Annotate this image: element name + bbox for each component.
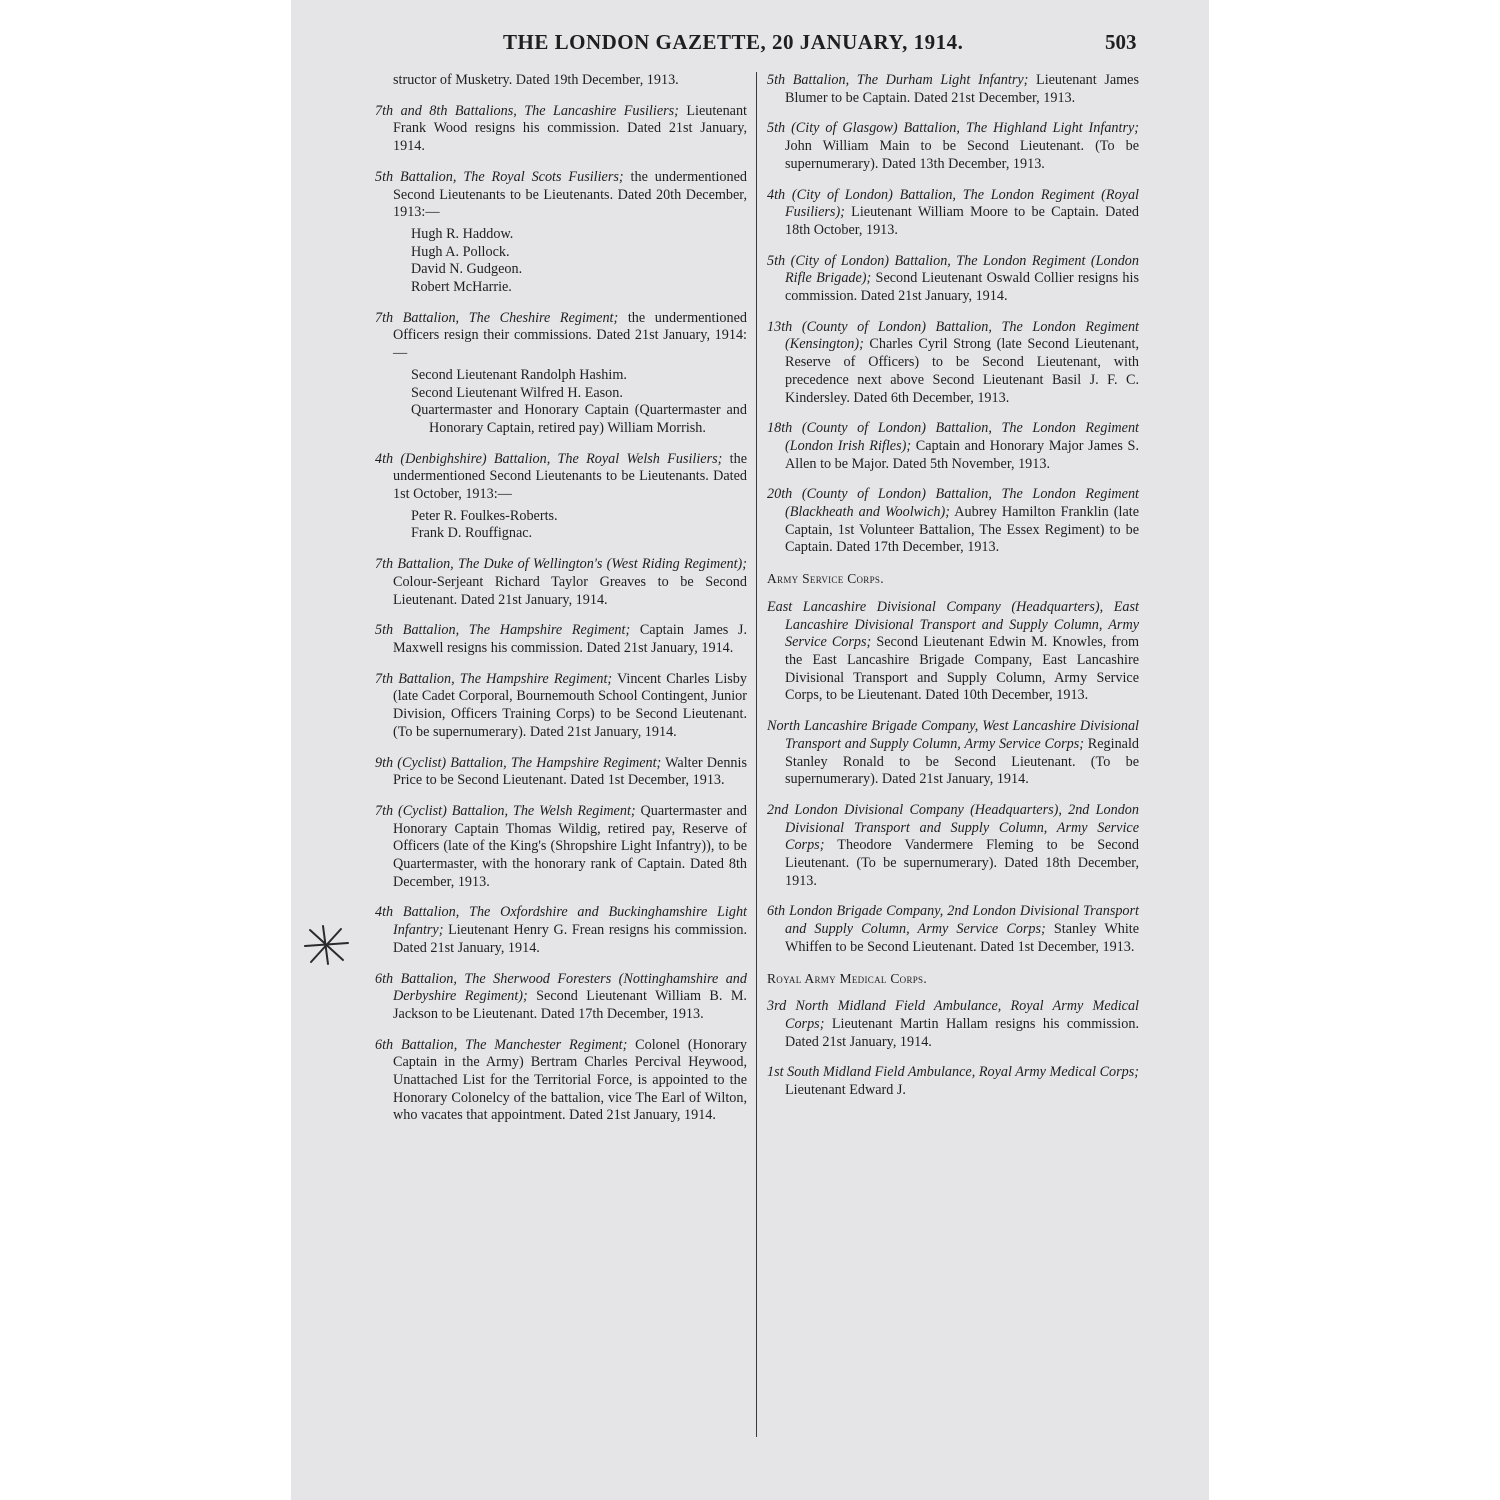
notice-text: John William Main to be Second Lieutenant. (To be supernumerary). Dated 13th December, 1913. <box>785 138 1139 172</box>
notice-entry <box>375 310 747 438</box>
page-header <box>291 30 1209 60</box>
notice-text: Walter Dennis Price to be Second Lieutenant. Dated 1st December, 1913. <box>393 754 747 789</box>
list-item: David N. Gudgeon. <box>411 261 523 278</box>
notice-entry <box>375 451 747 544</box>
notice-text: Second Lieutenant William B. M. Jackson to be Lieutenant. Dated 17th December, 1913. <box>393 988 747 1022</box>
notice-entry <box>767 187 1139 240</box>
unit-name: North Lancashire Brigade Company, West Lancashire Divisional Transport and Supply Column, Army Service Corps; <box>767 718 1139 752</box>
unit-name: 7th Battalion, The Duke of Wellington's (West Riding Regiment); <box>375 556 747 573</box>
unit-name: 1st South Midland Field Ambulance, Royal Army Medical Corps; <box>767 1064 1139 1081</box>
notice-entry <box>375 971 747 1024</box>
unit-name: 20th (County of London) Battalion, The London Regiment (Blackheath and Woolwich); <box>767 486 1139 521</box>
notice-text: Charles Cyril Strong (late Second Lieutenant, Reserve of Officers) to be Second Lieutenant, with precedence next above Second Lieutenant Basil J. F. C. Kindersley. Dated 6th December, 1913. <box>785 336 1139 406</box>
notice-entry <box>767 120 1139 173</box>
unit-name: 5th Battalion, The Durham Light Infantry; <box>767 72 1029 88</box>
notice-entry <box>767 903 1139 956</box>
notice-text: Stanley White Whiffen to be Second Lieutenant. Dated 1st December, 1913. <box>785 921 1140 955</box>
unit-name: 5th (City of London) Battalion, The London Regiment (London Rifle Brigade); <box>767 252 1139 287</box>
notice-entry <box>767 1064 1139 1099</box>
name-list <box>411 226 747 297</box>
notice-entry <box>375 803 747 892</box>
unit-name: 5th Battalion, The Hampshire Regiment; <box>375 622 631 639</box>
notice-text: Theodore Vandermere Fleming to be Second Lieutenant. (To be supernumerary). Dated 18th December, 1913. <box>785 837 1139 889</box>
list-item: Quartermaster and Honorary Captain (Quartermaster and Honorary Captain, retired pay) William Morrish. <box>411 402 747 436</box>
notice-entry <box>375 671 747 742</box>
page-title: THE LONDON GAZETTE, 20 JANUARY, 1914. <box>503 30 964 54</box>
notice-text: Colonel (Honorary Captain in the Army) Bertram Charles Percival Heywood, Unattached List for the Territorial Force, is appointed to the Honorary Colonelcy of the battalion, vice The Earl of Wilton, who vacates that appointment. Dated 21st January, 1914. <box>393 1036 747 1124</box>
column-divider <box>756 72 757 1437</box>
notice-text: Captain James J. Maxwell resigns his commission. Dated 21st January, 1914. <box>393 622 747 656</box>
unit-name: 5th (City of Glasgow) Battalion, The Highland Light Infantry; <box>767 120 1139 137</box>
unit-name: 6th London Brigade Company, 2nd London Divisional Transport and Supply Column, Army Service Corps; <box>767 903 1139 938</box>
notice-text: Quartermaster and Honorary Captain Thomas Wildig, retired pay, Reserve of Officers (late of the King's (Shropshire Light Infantry)), to be Quartermaster, with the honorary rank of Captain. Dated 8th December, 1913. <box>393 802 747 890</box>
unit-name: 13th (County of London) Battalion, The London Regiment (Kensington); <box>767 318 1139 353</box>
list-item: Second Lieutenant Randolph Hashim. <box>411 366 627 383</box>
notice-text: Second Lieutenant Edwin M. Knowles, from the East Lancashire Brigade Company, East Lancashire Divisional Transport and Supply Column, Army Service Corps, to be Lieutenant. Dated 10th December, 1913. <box>785 634 1139 704</box>
notice-entry <box>375 72 747 90</box>
notice-text: the undermentioned Second Lieutenants to be Lieutenants. Dated 20th December, 1913:— <box>393 168 747 221</box>
unit-name: 18th (County of London) Battalion, The London Regiment (London Irish Rifles); <box>767 420 1139 454</box>
notice-entry <box>767 72 1139 107</box>
name-list <box>411 367 747 438</box>
unit-name: 2nd London Divisional Company (Headquarters), 2nd London Divisional Transport and Supply Column, Army Service Corps; <box>767 801 1139 854</box>
section-heading: Royal Army Medical Corps. <box>767 970 928 986</box>
list-item: Robert McHarrie. <box>411 279 512 296</box>
section-heading: Army Service Corps. <box>767 571 884 587</box>
notice-entry <box>375 169 747 297</box>
notice-entry <box>767 486 1139 557</box>
unit-name: 4th (City of London) Battalion, The London Regiment (Royal Fusiliers); <box>767 186 1139 221</box>
handwritten-asterisk-icon <box>301 922 351 968</box>
notice-entry <box>375 556 747 609</box>
unit-name: 6th Battalion, The Sherwood Foresters (Nottinghamshire and Derbyshire Regiment); <box>375 970 747 1005</box>
notice-text: Lieutenant Edward J. <box>785 1082 906 1099</box>
gazette-page <box>291 0 1209 1500</box>
unit-name: 7th Battalion, The Hampshire Regiment; <box>375 670 613 687</box>
notice-entry <box>767 599 1139 705</box>
page-number: 503 <box>1105 30 1137 54</box>
name-list <box>411 508 747 543</box>
notice-text: Colour-Serjeant Richard Taylor Greaves to be Second Lieutenant. Dated 21st January, 1914. <box>393 573 747 608</box>
notice-entry <box>767 802 1139 891</box>
notice-text: Lieutenant Henry G. Frean resigns his commission. Dated 21st January, 1914. <box>393 922 747 956</box>
notice-text: Lieutenant William Moore to be Captain. Dated 18th October, 1913. <box>785 204 1139 238</box>
notice-text: Captain and Honorary Major James S. Allen to be Major. Dated 5th November, 1913. <box>785 437 1139 472</box>
notice-entry <box>375 904 747 957</box>
notice-text: Lieutenant Martin Hallam resigns his commission. Dated 21st January, 1914. <box>785 1015 1139 1050</box>
notice-entry <box>375 103 747 156</box>
right-column <box>767 72 1139 1113</box>
notice-text: Lieutenant Frank Wood resigns his commission. Dated 21st January, 1914. <box>393 102 748 155</box>
list-item: Second Lieutenant Wilfred H. Eason. <box>411 384 623 401</box>
notice-text: Vincent Charles Lisby (late Cadet Corporal, Bournemouth School Contingent, Junior Division, Officers Training Corps) to be Second Lieutenant. (To be supernumerary). Dated 21st January, 1914. <box>393 670 747 740</box>
list-item: Frank D. Rouffignac. <box>411 525 533 542</box>
unit-name: 5th Battalion, The Royal Scots Fusiliers; <box>375 168 624 185</box>
notice-text: Reginald Stanley Ronald to be Second Lieutenant. (To be supernumerary). Dated 21st January, 1914. <box>785 735 1139 788</box>
notice-entry <box>767 420 1139 473</box>
list-item: Peter R. Foulkes-Roberts. <box>411 507 558 524</box>
notice-entry <box>767 998 1139 1051</box>
unit-name: 6th Battalion, The Manchester Regiment; <box>375 1036 628 1053</box>
notice-entry <box>767 253 1139 306</box>
unit-name: 7th (Cyclist) Battalion, The Welsh Regiment; <box>375 802 636 819</box>
unit-name: 3rd North Midland Field Ambulance, Royal Army Medical Corps; <box>767 998 1139 1032</box>
notice-text: Second Lieutenant Oswald Collier resigns his commission. Dated 21st January, 1914. <box>785 270 1139 305</box>
list-item: Hugh R. Haddow. <box>411 225 514 242</box>
unit-name: 4th Battalion, The Oxfordshire and Buckinghamshire Light Infantry; <box>375 904 747 939</box>
unit-name: 4th (Denbighshire) Battalion, The Royal Welsh Fusiliers; <box>375 450 723 467</box>
list-item: Hugh A. Pollock. <box>411 243 510 260</box>
notice-entry <box>375 622 747 657</box>
notice-text: structor of Musketry. Dated 19th December, 1913. <box>393 72 679 88</box>
notice-text: the undermentioned Officers resign their commissions. Dated 21st January, 1914:— <box>393 309 747 362</box>
notice-text: Aubrey Hamilton Franklin (late Captain, 1st Volunteer Battalion, The Essex Regiment) to be Captain. Dated 17th December, 1913. <box>785 504 1139 556</box>
notice-entry <box>375 755 747 790</box>
notice-entry <box>767 718 1139 789</box>
unit-name: 9th (Cyclist) Battalion, The Hampshire Regiment; <box>375 754 662 771</box>
unit-name: 7th and 8th Battalions, The Lancashire Fusiliers; <box>375 102 679 119</box>
notice-text: the undermentioned Second Lieutenants to be Lieutenants. Dated 1st October, 1913:— <box>393 450 747 503</box>
unit-name: East Lancashire Divisional Company (Headquarters), East Lancashire Divisional Transport and Supply Column, Army Service Corps; <box>767 598 1139 651</box>
left-column <box>375 72 747 1138</box>
unit-name: 7th Battalion, The Cheshire Regiment; <box>375 309 619 326</box>
notice-entry <box>375 1037 747 1126</box>
notice-entry <box>767 319 1139 408</box>
notice-text: Lieutenant James Blumer to be Captain. Dated 21st December, 1913. <box>785 72 1139 106</box>
